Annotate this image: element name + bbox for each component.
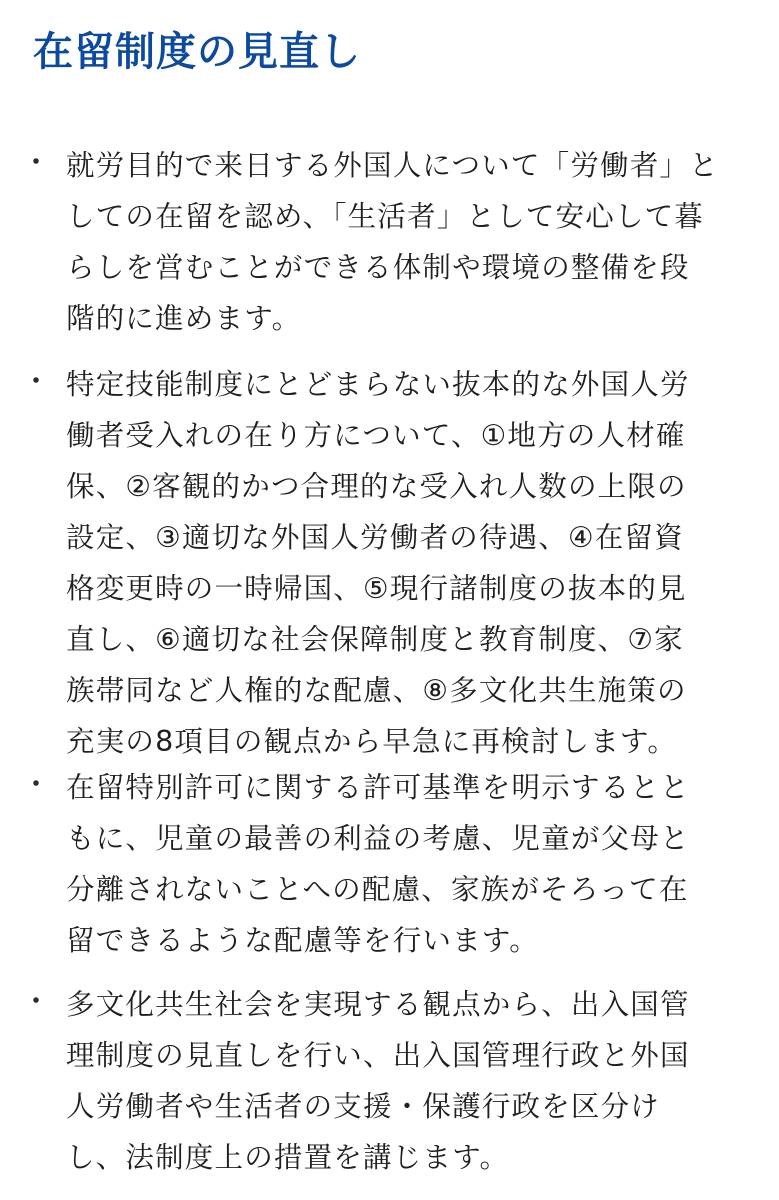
list-item-text	[66, 359, 746, 767]
text-line: 保、②客観的かつ合理的な受入れ人数の上限の	[66, 470, 687, 503]
bullet-dot-icon	[33, 158, 39, 164]
list-item-text	[66, 762, 746, 966]
text-line: 就労目的で来日する外国人について「労働者」と	[66, 149, 719, 182]
text-line: 理制度の見直しを行い、出入国管理行政と外国	[66, 1039, 690, 1072]
list-item-text	[66, 140, 746, 344]
text-line: 特定技能制度にとどまらない抜本的な外国人労	[66, 368, 690, 401]
text-line: 多文化共生社会を実現する観点から、出入国管	[66, 988, 690, 1021]
text-line: 在留特別許可に関する許可基準を明示するとと	[66, 771, 690, 804]
text-line: 族帯同など人権的な配慮、⑧多文化共生施策の	[66, 674, 687, 707]
text-line: 人労働者や生活者の支援・保護行政を区分け	[66, 1090, 661, 1123]
text-line: しての在留を認め、「生活者」として安心して暮	[66, 200, 705, 233]
bullet-dot-icon	[33, 377, 39, 383]
text-line: 留できるような配慮等を行います。	[66, 924, 539, 957]
page-title: 在留制度の見直し	[33, 29, 361, 75]
text-line: 格変更時の一時帰国、⑤現行諸制度の抜本的見	[66, 572, 687, 605]
text-line: もに、児童の最善の利益の考慮、児童が父母と	[66, 822, 690, 855]
text-line: 働者受入れの在り方について、①地方の人材確	[66, 419, 686, 452]
text-line: らしを営むことができる体制や環境の整備を段	[66, 251, 690, 284]
text-line: 階的に進めます。	[66, 302, 302, 335]
list-item-text	[66, 979, 746, 1183]
text-line: 設定、③適切な外国人労働者の待遇、④在留資	[66, 521, 684, 554]
bullet-dot-icon	[33, 780, 39, 786]
text-line: 充実の8項目の観点から早急に再検討します。	[66, 725, 678, 758]
bullet-dot-icon	[33, 997, 39, 1003]
text-line: し、法制度上の措置を講じます。	[66, 1141, 510, 1174]
text-line: 直し、⑥適切な社会保障制度と教育制度、⑦家	[66, 623, 684, 656]
text-line: 分離されないことへの配慮、家族がそろって在	[66, 873, 689, 906]
